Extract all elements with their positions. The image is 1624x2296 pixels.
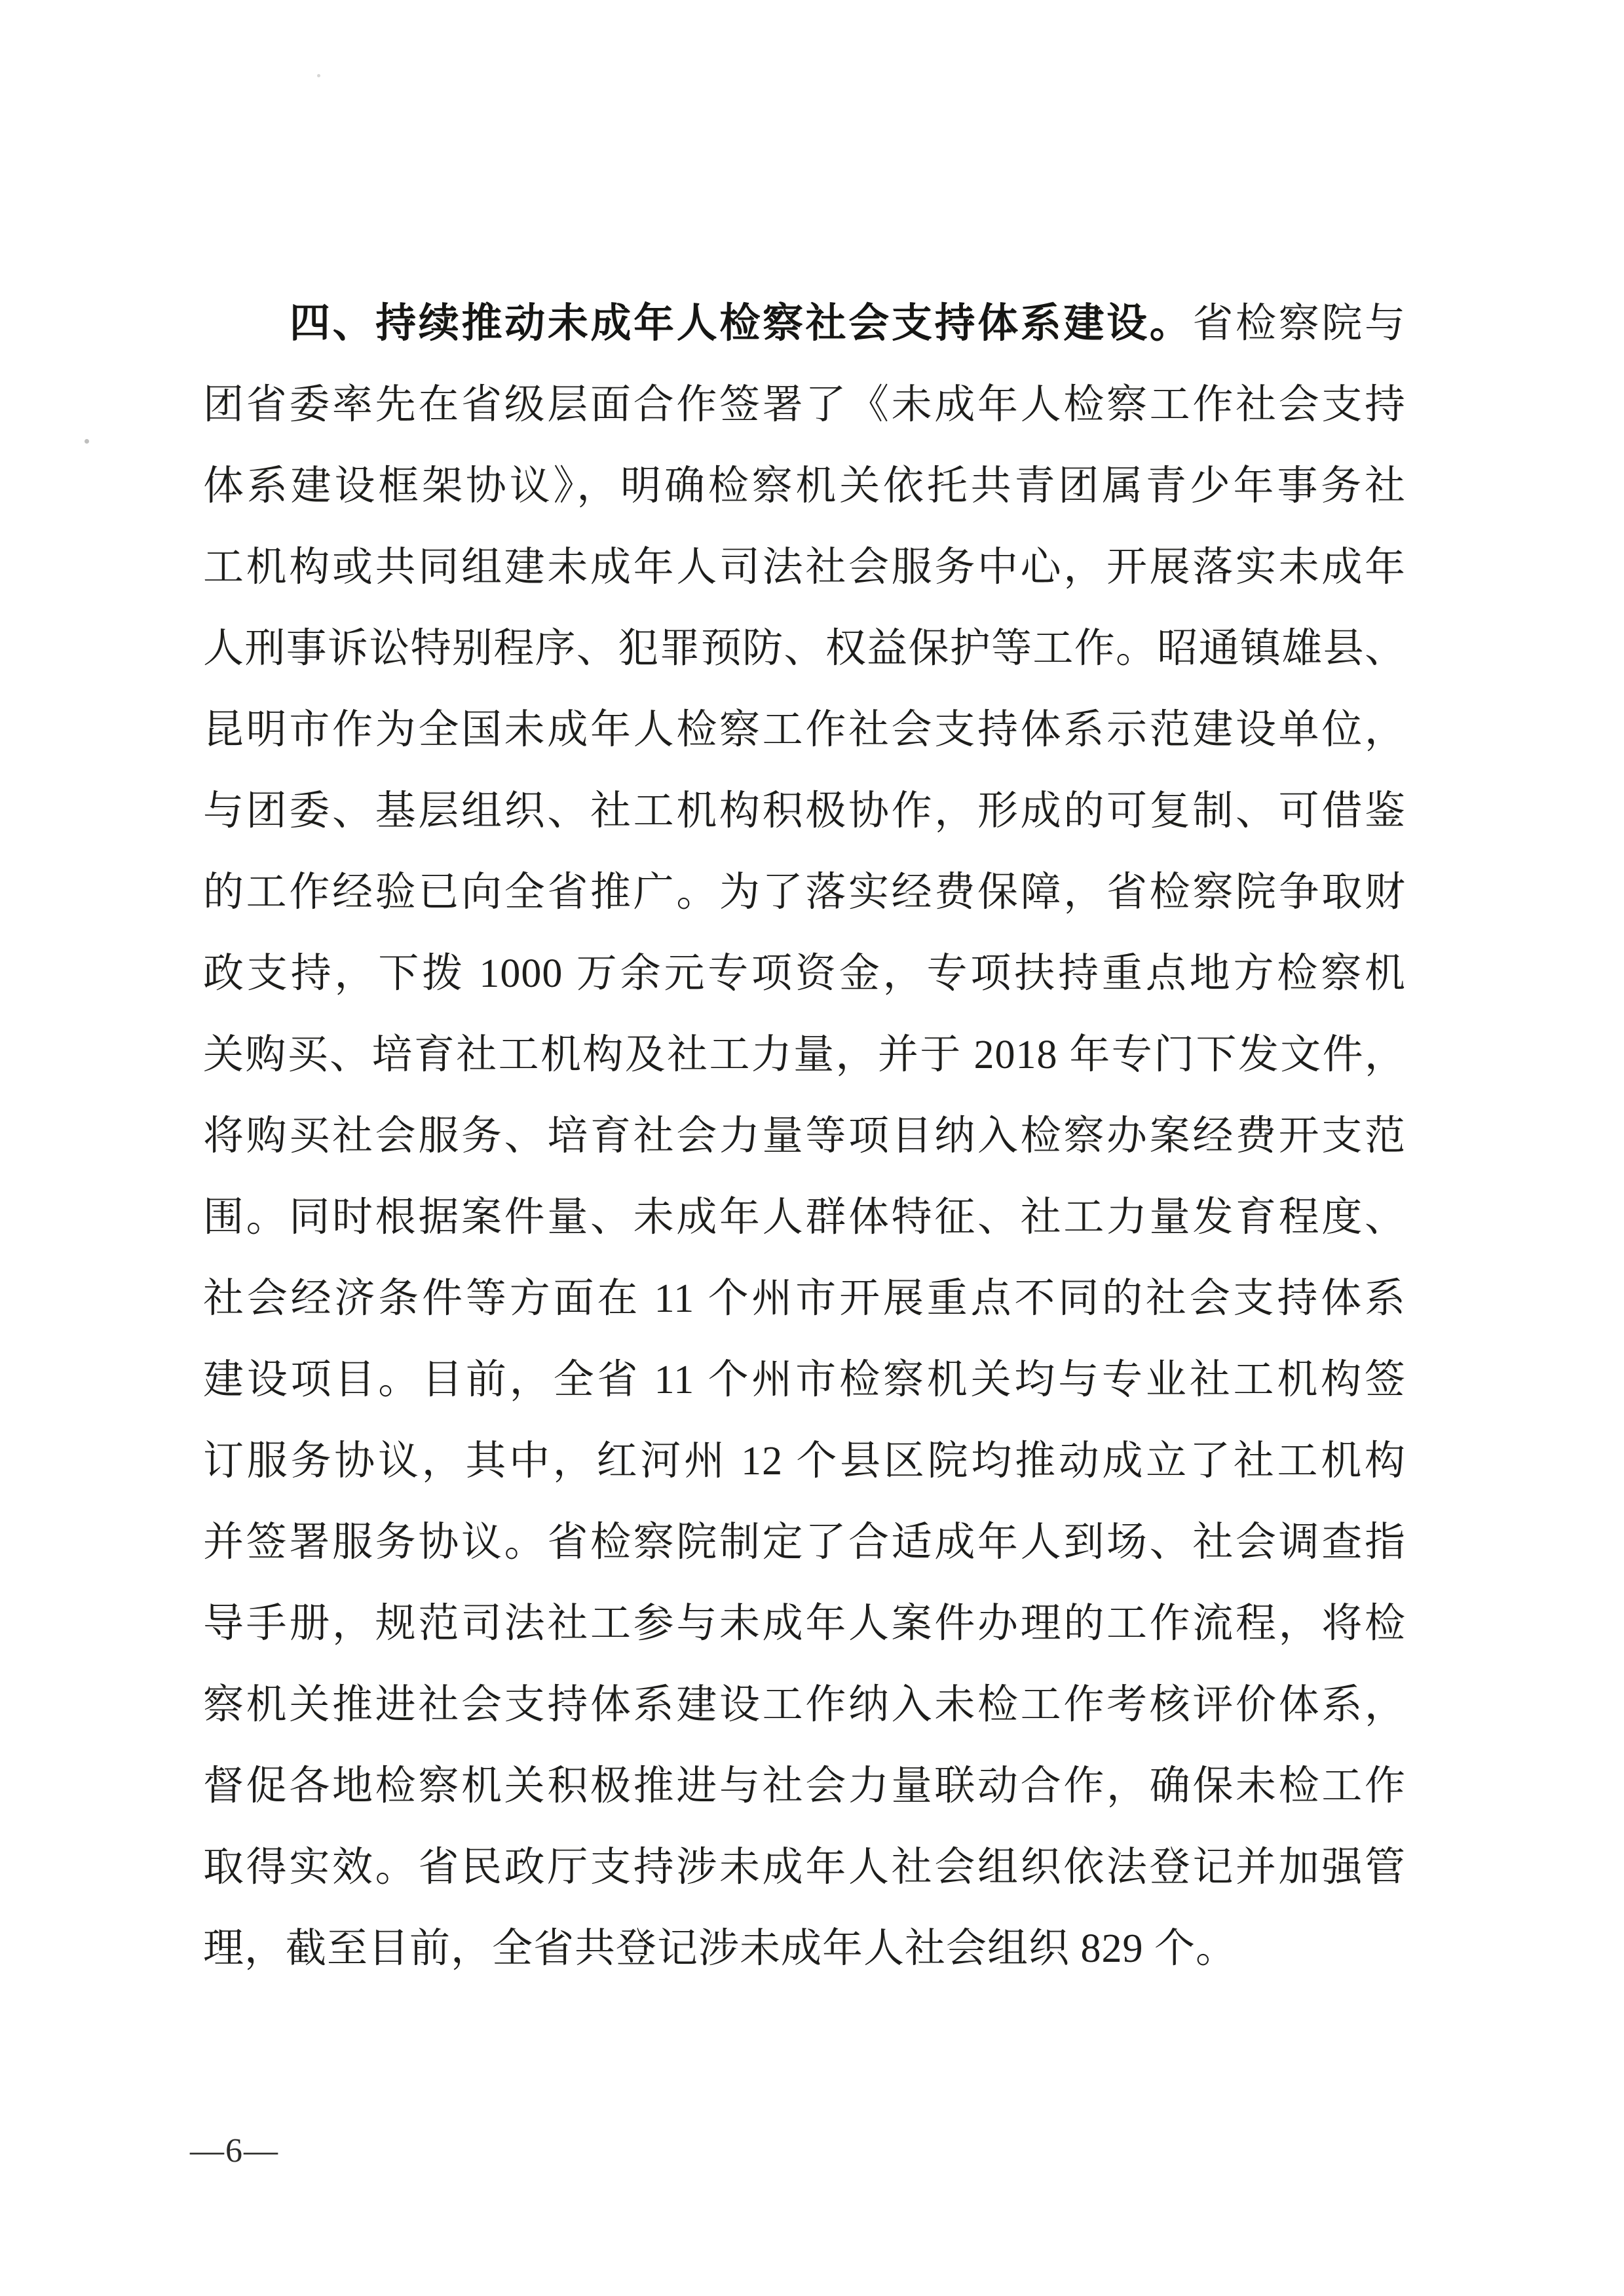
body-line: 社会经济条件等方面在 11 个州市开展重点不同的社会支持体系 (203, 1276, 1406, 1321)
heading-line-continuation: 省检察院与 (1192, 301, 1406, 346)
body-line: 昆明市作为全国未成年人检察工作社会支持体系示范建设单位， (203, 708, 1406, 752)
body-line: 关购买、培育社工机构及社工力量，并于 2018 年专门下发文件， (203, 1033, 1406, 1077)
body-line: 与团委、基层组织、社工机构积极协作，形成的可复制、可借鉴 (203, 789, 1406, 833)
section-heading: 四、持续推动未成年人检察社会支持体系建设。 (290, 301, 1193, 346)
body-line: 工机构或共同组建未成年人司法社会服务中心，开展落实未成年 (203, 545, 1406, 590)
scan-speck-artifact (317, 74, 320, 77)
body-line: 体系建设框架协议》，明确检察机关依托共青团属青少年事务社 (203, 464, 1406, 508)
body-line: 将购买社会服务、培育社会力量等项目纳入检察办案经费开支范 (203, 1114, 1406, 1158)
body-text-block (203, 283, 1406, 1989)
body-line: 建设项目。目前，全省 11 个州市检察机关均与专业社工机构签 (203, 1358, 1406, 1402)
body-line: 导手册，规范司法社工参与未成年人案件办理的工作流程，将检 (203, 1601, 1406, 1646)
page-number: —6— (190, 2132, 279, 2170)
body-line: 订服务协议，其中，红河州 12 个县区院均推动成立了社工机构 (203, 1439, 1406, 1483)
body-line: 的工作经验已向全省推广。为了落实经费保障，省检察院争取财 (203, 870, 1406, 915)
body-line: 取得实效。省民政厅支持涉未成年人社会组织依法登记并加强管 (203, 1845, 1406, 1890)
body-line: 察机关推进社会支持体系建设工作纳入未检工作考核评价体系， (203, 1683, 1406, 1727)
body-line: 督促各地检察机关积极推进与社会力量联动合作，确保未检工作 (203, 1764, 1406, 1808)
body-line: 围。同时根据案件量、未成年人群体特征、社工力量发育程度、 (203, 1195, 1406, 1240)
scan-speck-artifact (85, 439, 89, 444)
body-line: 并签署服务协议。省检察院制定了合适成年人到场、社会调查指 (203, 1520, 1406, 1565)
body-line: 人刑事诉讼特别程序、犯罪预防、权益保护等工作。昭通镇雄县、 (203, 626, 1406, 671)
heading-line (203, 283, 1406, 364)
body-line: 政支持，下拨 1000 万余元专项资金，专项扶持重点地方检察机 (203, 951, 1406, 996)
body-lines (203, 364, 1406, 1989)
body-line: 理，截至目前，全省共登记涉未成年人社会组织 829 个。 (203, 1926, 1237, 1971)
body-line: 团省委率先在省级层面合作签署了《未成年人检察工作社会支持 (203, 383, 1406, 427)
